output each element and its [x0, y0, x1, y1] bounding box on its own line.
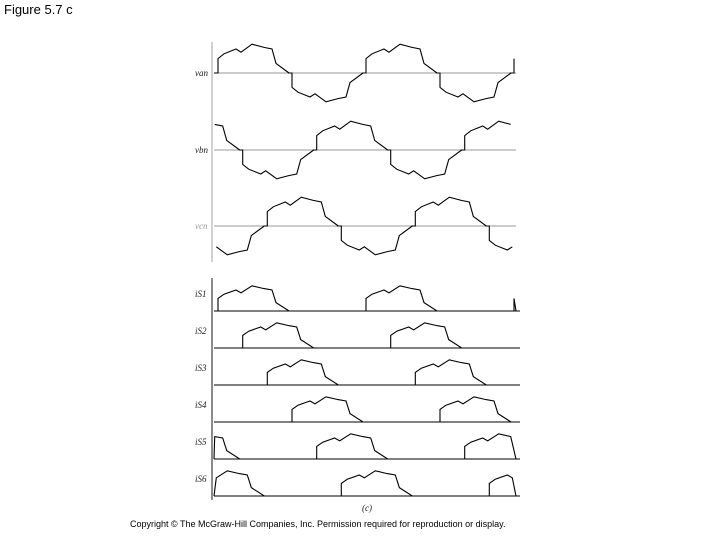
- iS5-waveform: [214, 434, 516, 459]
- iS2-label: iS2: [195, 326, 207, 336]
- iS4-label: iS4: [195, 400, 207, 410]
- iS3-waveform: [214, 360, 516, 385]
- vbn-label: vbn: [195, 145, 208, 155]
- iS2-waveform: [214, 323, 516, 348]
- figure-title: Figure 5.7 c: [4, 2, 73, 17]
- iS3-label: iS3: [195, 363, 207, 373]
- iS6-waveform: [214, 471, 516, 496]
- vcn-label: vcn: [195, 221, 208, 231]
- iS4-waveform: [214, 397, 516, 422]
- iS5-label: iS5: [195, 437, 207, 447]
- iS6-label: iS6: [195, 474, 207, 484]
- van-label: van: [195, 68, 208, 78]
- copyright-notice: Copyright © The McGraw-Hill Companies, Inc. Permission required for reproduction or display.: [130, 519, 506, 529]
- iS1-label: iS1: [195, 289, 207, 299]
- iS1-waveform: [214, 286, 516, 311]
- panel-label: (c): [362, 503, 372, 513]
